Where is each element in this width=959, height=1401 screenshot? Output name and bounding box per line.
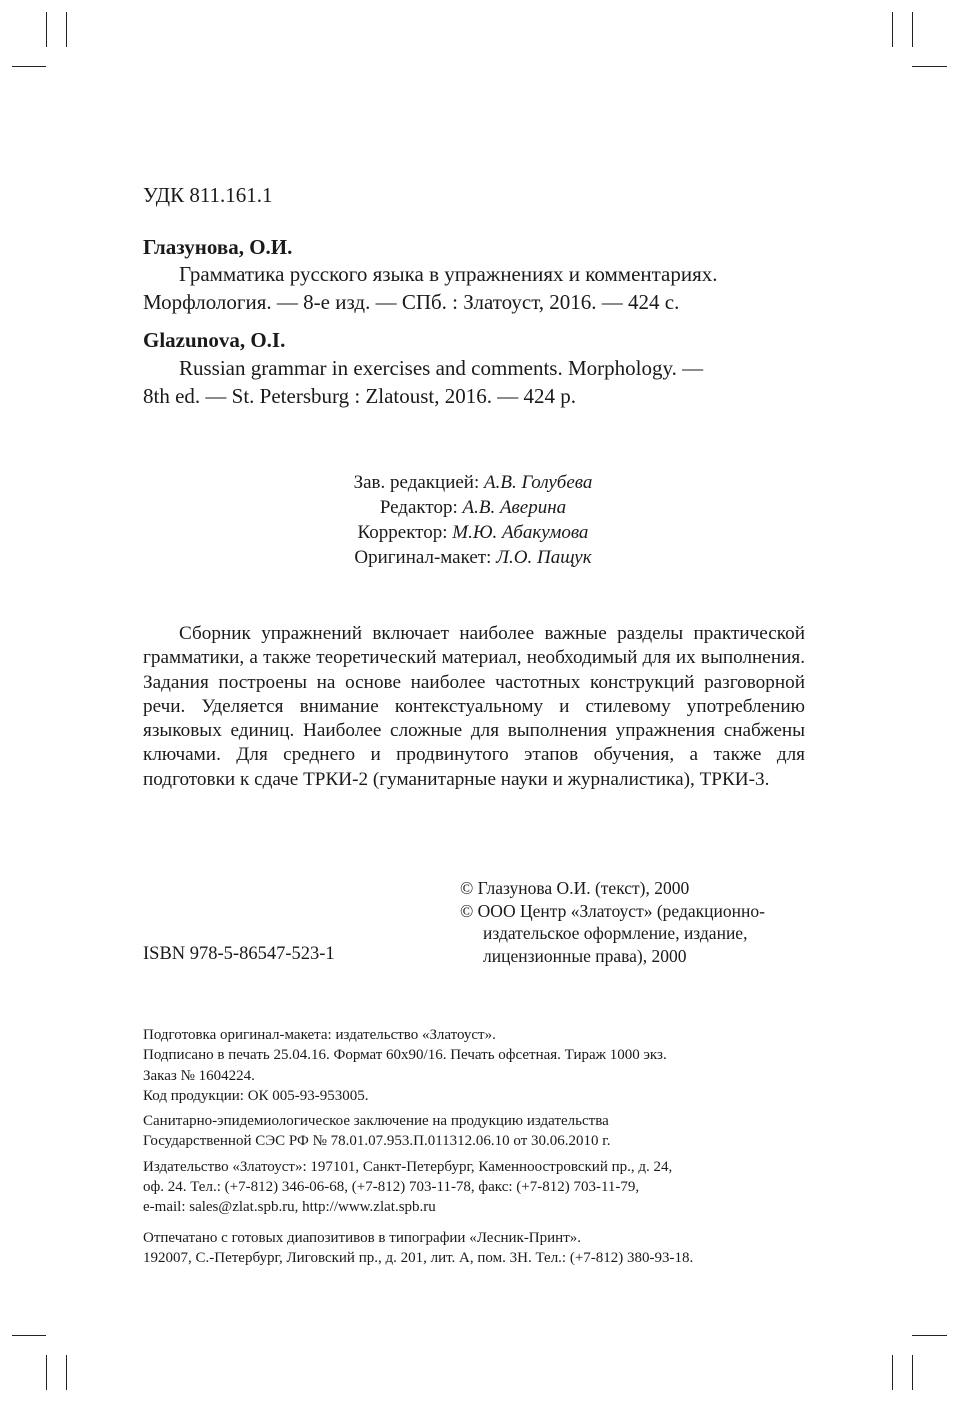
imprint-line: оф. 24. Тел.: (+7-812) 346-06-68, (+7-812) 703-11-78, факс: (+7-812) 703-11-79, [143, 1179, 640, 1195]
imprint-line: Отпечатано с готовых диапозитивов в типографии «Лесник-Принт». [143, 1230, 582, 1246]
en-author: Glazunova, O.I. [143, 328, 286, 352]
isbn: ISBN 978-5-86547-523-1 [143, 944, 335, 964]
udk-code: УДК 811.161.1 [143, 183, 273, 207]
imprint-line: Государственной СЭС РФ № 78.01.07.953.П.011312.06.10 от 30.06.2010 г. [143, 1133, 611, 1149]
editorial-credits [240, 470, 706, 570]
abstract-text: Сборник упражнений включает наиболее важные разделы практической грамматики, а также теоретический материал, необходимый для их выполнения. Задания построены на основе наиболее частотных конструкций разговорной речи. Уделяется внимание контекстуальному и стилевому употреблению языковых единиц. Наиболее сложные для выполнения упражнения снабжены ключами. Для среднего и продвинутого этапов обучения, а также для подготовки к сдаче ТРКИ-2 (гуманитарные науки и журналистика), ТРКИ-3. [143, 623, 805, 790]
credit-line: Корректор: М.Ю. Абакумова [357, 522, 589, 543]
ru-author: Глазунова, О.И. [143, 235, 293, 259]
imprint-line: e-mail: sales@zlat.spb.ru, http://www.zlat.spb.ru [143, 1199, 436, 1215]
ru-title-line: Грамматика русского языка в упражнениях и комментариях. [179, 262, 718, 286]
copyright-line: © Глазунова О.И. (текст), 2000 [460, 878, 690, 898]
abstract [143, 622, 805, 792]
imprint-line: 192007, С.-Петербург, Лиговский пр., д. 201, лит. А, пом. 3Н. Тел.: (+7-812) 380-93-18. [143, 1250, 694, 1266]
imprint-line: Заказ № 1604224. [143, 1068, 255, 1084]
copyright-line: © ООО Центр «Златоуст» (редакционно- [460, 900, 765, 921]
imprint-line: Код продукции: ОК 005-93-953005. [143, 1088, 369, 1104]
imprint-line: Издательство «Златоуст»: 197101, Санкт-Петербург, Каменноостровский пр., д. 24, [143, 1159, 673, 1175]
en-edition-line: 8th ed. — St. Petersburg : Zlatoust, 2016. — 424 p. [143, 384, 577, 408]
credit-line: Оригинал-макет: Л.О. Пащук [354, 547, 592, 568]
credit-line: Зав. редакцией: А.В. Голубева [353, 472, 593, 493]
imprint-line: Подготовка оригинал-макета: издательство «Златоуст». [143, 1027, 496, 1043]
copyright-block [460, 877, 765, 967]
ru-edition-line: Морфлология. — 8-е изд. — СПб. : Златоуст, 2016. — 424 с. [143, 290, 680, 314]
en-title-line: Russian grammar in exercises and comments. Morphology. — [179, 356, 704, 380]
imprint-line: Санитарно-эпидемиологическое заключение на продукцию издательства [143, 1113, 609, 1129]
credit-line: Редактор: А.В. Аверина [379, 497, 567, 518]
copyright-line: издательское оформление, издание, [483, 923, 748, 943]
imprint-line: Подписано в печать 25.04.16. Формат 60x90/16. Печать офсетная. Тираж 1000 экз. [143, 1047, 667, 1063]
copyright-line: лицензионные права), 2000 [483, 945, 687, 966]
